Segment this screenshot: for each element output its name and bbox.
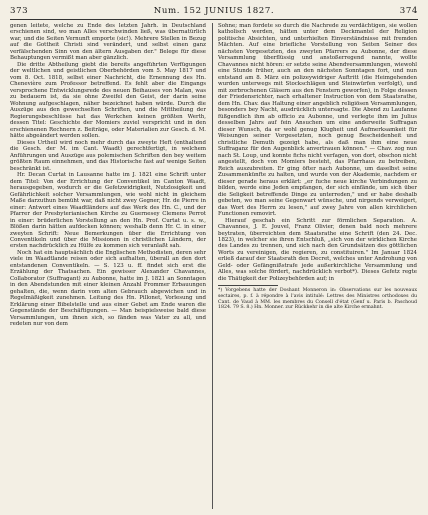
right-column xyxy=(218,23,417,511)
left-paragraph-2: Die dritte Abtheilung giebt die bereits angeführten Verfügungen der weltlichen und geistlichen Oberbehörden vom 5. May 1817 und vom 8. Oct. 1818, selbst einer Nachricht, die Ernennung des Hn. Chenevière zum Professor betreffend. Es fehlt aber die Eingangs versprochene Entwicklungsrede des neuen Beihauses von Malan, was zu bedauern ist, da sie ohne Zweifel den Geist, der darin seine Wohnung aufgeschlagen, näher bezeichnet haben würde. Durch die Auszüge aus den gewechselten Schriften, und die Mittheilung der Regierungsbeschlüsse hat das Werkchen keinen größten Werth, dessen Titel: Geschichte der Momiers zuviel verspricht und in den erschienenen Rechnern z. Beiträge, oder Materialien zur Gesch. d. M. hätte abgeändert werden sollen. xyxy=(10,61,206,140)
right-paragraph-2: Hierauf geschah ein Schritt zur förmlichen Separation. A. Chavannes, J. E. Jouvel, Franz Olivier, denen bald noch mehrere beytraten, überreichten dem Staatsrathe eine Schrift (den 24. Dec. 1823), in welcher sie ihren Entschluß, „sich von der wirklichen Kirche des Landes zu trennen, und sich nach den Grundsätzen des göttlichen Worts zu vereinigen, die regieren, zu constituiren." Im Januar 1824 erließ darauf der Staatsrath den Decret, welches unter Androhung von Geld- oder Gefängnißstrafe jede außerkirchliche Versammlung und Alles, was solche fördert, nachdrücklich verbot*). Dieses Gefetz regte die Thätigkeit der Polizeybehörden auf; in xyxy=(218,217,417,282)
left-column xyxy=(10,23,206,511)
left-paragraph-3: Dieses Urtheil wird noch mehr durch das zweyte Heft (enthaltend die Gesch. der M. im Cant. Waadt) gerechtfertigt, in welchem Anführungen und Auszüge aus polemischen Schriften den bey weitem größten Raum einnehmen, und das Historische fast auf wenige Seiten beschränkt ist. xyxy=(10,139,206,172)
footnote: *) Vorgebens hatte der Doshant Monneron in: Observations sur les nouveaux sectaires, p. f. à répondre à l'avis intitulé: Lettres des Ministres orthodoxes du Cant. de Vaud à MM. les membres du Consell d'état (Genf u. Paris b. Paschoud 1824. 79 S. 8.) Hn. Monner. zur Rückkehr in die alte Kirche ermahnt. xyxy=(218,288,417,311)
page-number-left: 373 xyxy=(10,6,29,16)
left-paragraph-1: genen leitete, welche zu Ende des letzten Jahrh. in Deutschland erschienen sind, wo man Alles verschwinden ließ, was übernatürlich war, und die Seiten Vernunft emporte (sic!). Mehrere Stellen in Bezug auf die Gottheit Christi sind verändert, und selbst einen ganz verfälschenden Sinn von den ältern Ausgaben der." Belege für diese Behauptungen vermißt man aber gänzlich. xyxy=(10,23,206,62)
page-header xyxy=(10,6,418,20)
header-rule xyxy=(10,19,418,20)
left-paragraph-5: Noch hat ein hauptsächlich die Englischen Methodisten, deren sehr viele im Waadtlande reisen oder sich aufhalten, überall an den dort entstandenen Conventikeln. — S. 123 u. ff. findet sich erst die Erzählung der Thatsachen. Ein gewisser Alexander Chavannes, Collaborator (Suffragant) zu Aubonne, hatte im J. 1821 an Sonntagen in den Abendstunden mit einer kleinen Anzahl Frommer Erbauungen gehalten, die, wenn darin vom alten Gebrauch abgewichen und in Regelmäßigkeit zunehmen. Leitung des Hn. Pillonet, Vorlesung und Erklärung einer Bibelstelle und aus einer Gebet am Ende waren die Gegenstände der Beschäftigungen. — Man beispielsweise bald diese Versammlungen, um ihnen sich, so fänden was Vater zu all, und redeten nur von dem xyxy=(10,249,206,328)
footnote-rule xyxy=(218,285,278,286)
right-paragraph-1: Sohne; man fordete so durch die Nachrede zu verdächtigen, sie wollen katholisch werden, hätten unter dem Deckmantel der Religion politische Absichten, und unterhielten Einverständnisse mit fremden Mächten. Auf eine briefliche Vorstellung von Seiten Seiner des nächsten Vorgesetzten, des zweyten Pfarrers zu Aubonne, der diese Versammlung überflüssig und anstoßerregend nannte, wollte Chavannes nicht hören: er setzte seine Abendversammlungen, wiewohl eine Stunde früher, auch an den nächsten Sonntagen fort, und nun entstand am 8. März ein polizeywidriger Auftritt (die Heimgehenden wurden unterwegs mit Stockschlägen und Steinwürfen verfolgt), und mit zerbrochenen Gläsern aus den Fenstern geworfen), in Folge dessen der Friedensrichter, nach erhaltener Instruction von dem Staatsrathe, dem Hn. Chav. das Haltung einer angeblich religiösen Versammlungen, besonders bey Nacht, ausdrücklich untersagte. Die Abend zu Laufanne füßgendlich ihm ab officio zu Aubonne, und verlegte ihm im Julius desselben Jahrs auf fein Ansuchen um eine anderweite Suffragan dieser Wunsch, da er wohl genug Klugheit und Aufmerksamkeit für Weisungen seiner Vorgesetzten, noch genug Bescheidenheit und christliche Demuth gezeigt habe, als daß man ihm eine neue Suffraganz für den Augenblick anvertrauen können." — Chav. zog nun nach St. Loup, und konnte fichs nicht verfagen, von dort, obschon nicht angestellt, doch von Momiers besteht, das Pfarrhaus zu betreiben, Reich auszubreiten. Er ging öfter nach Aubonne, um daselbst seine Zusammenkünfte zu halten, und wurde von der Akademie, nachdem er dieser gerade heraus erklärt: „er fuche neue kirche Verbindungen zu bilden, werde eine Jeden empfangen, der sich einfände, um sich über die Seligkeit betreffende Dinge zu unterreden," und er habe deshalb gebeten, wo man seine Gegenwart wünsche, und nirgends verweigert, das Wort des Herrn zu lesen," auf zwey Jahre von allen kirchlichen Functionen removirt. xyxy=(218,23,417,218)
page-number-right: 374 xyxy=(399,6,418,16)
left-paragraph-4: Hr. Decan Curtat in Lausanne hatte im J. 1821 eine Schrift unter dem Titel: Von der Errichtung der Conventikel im Canton Waadt, herausgegeben, wodurch er die Gefetzwidrigkeit, Nutzlosigkeit und Gefährlichkeit solcher Versammlungen, wie wohl nicht in gleichem Maße darzuthun bemüht war, daß nicht zwey Gegner, Hr. de Pierre in einer: Antwort eines Waadtländers auf das Werk des Hn. C., und der Pfarrer der Presbyterianischen Kirche zu Guernesey Clemens Perrot in einer: brüderlichen Vorstellung an den Hn. Prof. Curtat u. s. w., Blößen darin hätten aufdecken können; weshalb denn Hr. C. in einer zweyten Schrift: Neue Bemerkungen über die Errichtung von Conventikeln und über die Missionen in christlichen Ländern, der ersten nachdrücklich zu Hülfe zu kommen sich veranlaßt sah. xyxy=(10,172,206,250)
issue-title: Num. 152 JUNIUS 1827. xyxy=(153,6,275,16)
column-divider xyxy=(212,23,213,509)
